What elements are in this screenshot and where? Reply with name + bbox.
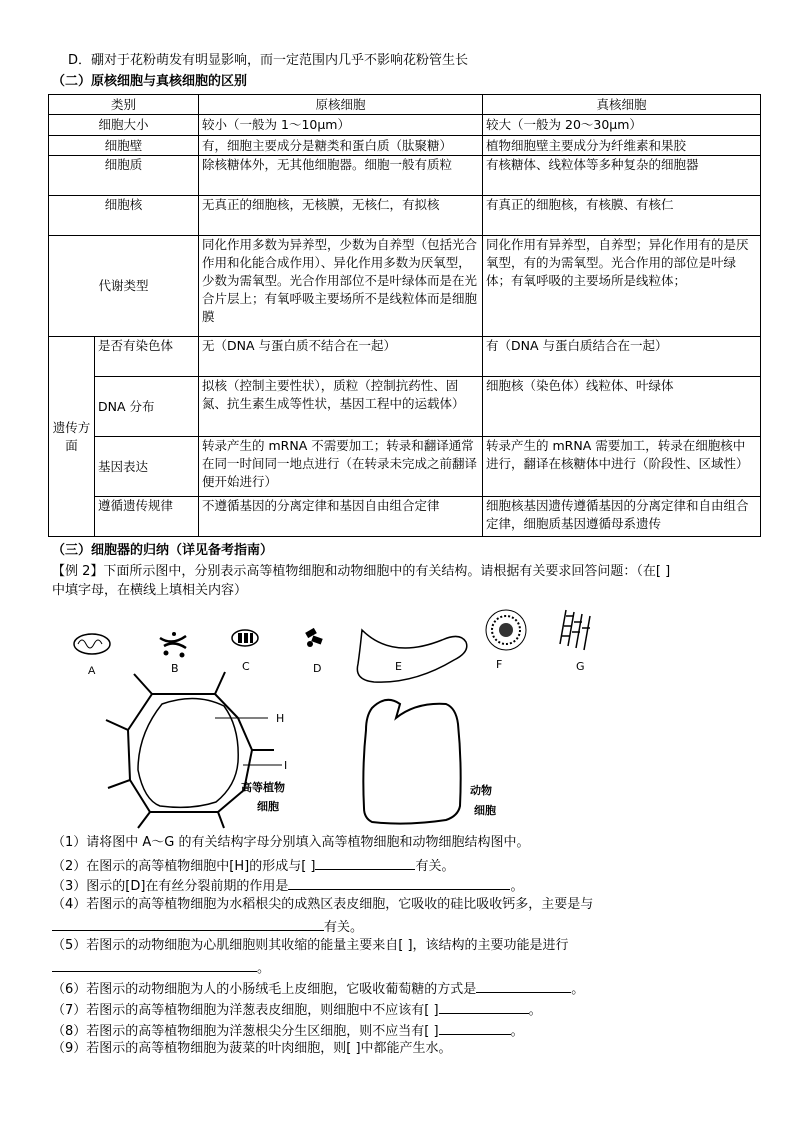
label-h: H (276, 712, 285, 725)
cell-eukaryote: 较大（一般为 20～30μm） (483, 115, 761, 136)
organelle-figure (0, 600, 794, 830)
label-i: I (284, 759, 288, 772)
label-c: C (242, 660, 250, 673)
cell-eukaryote: 有核糖体、线粒体等多种复杂的细胞器 (483, 156, 761, 196)
cell-prokaryote: 较小（一般为 1～10μm） (199, 115, 483, 136)
cell-prokaryote: 有，细胞主要成分是糖类和蛋白质（肽聚糖） (199, 136, 483, 156)
example-prompt-line1: 【例 2】下面所示图中，分别表示高等植物细胞和动物细胞中的有关结构。请根据有关要求回答问题：（在[ ] (52, 564, 671, 579)
table-row (49, 156, 761, 196)
header-prokaryote: 原核细胞 (199, 95, 483, 115)
cell-eukaryote: 转录产生的 mRNA 需要加工，转录在细胞核中进行，翻译在核糖体中进行（阶段性、区域性） (483, 437, 761, 497)
plant-cell-diagram (106, 672, 285, 828)
question-6: （6）若图示的动物细胞为人的小肠绒毛上皮细胞，它吸收葡萄糖的方式是 。 (52, 978, 584, 999)
section-heading-organelles: （三）细胞器的归纳（详见备考指南） (52, 543, 274, 558)
cell-prokaryote: 除核糖体外，无其他细胞器。细胞一般有质粒 (199, 156, 483, 196)
row-category: 细胞壁 (49, 136, 199, 156)
answer-blank[interactable] (52, 957, 257, 972)
row-category: DNA 分布 (95, 377, 199, 437)
plant-caption-1: 高等植物 (241, 781, 285, 794)
cell-prokaryote: 同化作用多数为异养型，少数为自养型（包括光合作用和化能合成作用）、异化作用多数为厌氧型，少数为需氧型。光合作用部位不是叶绿体而是在光合片层上；有氧呼吸主要场所不是线粒体而是细胞膜 (199, 236, 483, 337)
answer-blank[interactable] (52, 916, 324, 931)
label-f: F (496, 658, 503, 671)
golgi-icon (160, 632, 186, 658)
question-4: （4）若图示的高等植物细胞为水稻根尖的成熟区表皮细胞，它吸收的硅比吸收钙多，主要是与 (52, 897, 594, 912)
table-row (49, 337, 761, 377)
cell-prokaryote: 不遵循基因的分离定律和基因自由组合定律 (199, 497, 483, 537)
answer-blank[interactable] (439, 999, 529, 1014)
row-category: 细胞质 (49, 156, 199, 196)
answer-blank[interactable] (476, 978, 571, 993)
rough-er-icon (560, 610, 590, 650)
table-row (49, 497, 761, 537)
cell-eukaryote: 有（DNA 与蛋白质结合在一起） (483, 337, 761, 377)
chloroplast-icon (232, 630, 258, 646)
answer-blank[interactable] (288, 875, 510, 890)
label-b: B (171, 662, 179, 675)
question-7: （7）若图示的高等植物细胞为洋葱表皮细胞，则细胞中不应该有[ ] 。 (52, 999, 542, 1020)
question-4-cont: 有关。 (52, 916, 363, 937)
question-3: （3）图示的[D]在有丝分裂前期的作用是 。 (52, 875, 523, 896)
section-heading-prokaryote-eukaryote: （二）原核细胞与真核细胞的区别 (52, 74, 248, 89)
animal-cell-diagram (363, 700, 460, 824)
label-e: E (395, 660, 402, 673)
header-category: 类别 (49, 95, 199, 115)
row-category: 是否有染色体 (95, 337, 199, 377)
table-row (49, 196, 761, 236)
plant-caption-2: 细胞 (257, 800, 279, 813)
table-row (49, 136, 761, 156)
cell-eukaryote: 同化作用有异养型，自养型；异化作用有的是厌氧型，有的为需氧型。光合作用的部位是叶绿体；有氧呼吸的主要场所是线粒体； (483, 236, 761, 337)
genetic-group-label: 遗传方面 (49, 337, 95, 537)
animal-caption-1: 动物 (470, 784, 492, 797)
header-eukaryote: 真核细胞 (483, 95, 761, 115)
question-8: （8）若图示的高等植物细胞为洋葱根尖分生区细胞，则不应当有[ ] 。 (52, 1020, 524, 1041)
question-5-cont: 。 (52, 957, 270, 978)
row-category: 细胞大小 (49, 115, 199, 136)
cell-prokaryote: 拟核（控制主要性状），质粒（控制抗药性、固氮、抗生素生成等性状，基因工程中的运载体） (199, 377, 483, 437)
cell-eukaryote: 细胞核（染色体）线粒体、叶绿体 (483, 377, 761, 437)
table-row (49, 236, 761, 337)
answer-blank[interactable] (315, 855, 415, 870)
table-header-row (49, 95, 761, 115)
label-a: A (88, 665, 96, 677)
label-g: G (576, 660, 585, 673)
animal-caption-2: 细胞 (474, 804, 496, 817)
er-icon (357, 630, 466, 682)
question-2: （2）在图示的高等植物细胞中[H]的形成与[ ] 有关。 (52, 855, 454, 876)
option-d: D．硼对于花粉萌发有明显影响，而一定范围内几乎不影响花粉管生长 (68, 53, 469, 68)
cell-eukaryote: 有真正的细胞核，有核膜、有核仁 (483, 196, 761, 236)
question-9: （9）若图示的高等植物细胞为菠菜的叶肉细胞，则[ ]中都能产生水。 (52, 1041, 452, 1056)
centrosome-icon (305, 628, 323, 647)
cell-eukaryote: 植物细胞壁主要成分为纤维素和果胶 (483, 136, 761, 156)
example-prompt-line2: 中填字母，在横线上填相关内容） (52, 583, 248, 598)
row-category: 基因表达 (95, 437, 199, 497)
row-category: 细胞核 (49, 196, 199, 236)
cell-prokaryote: 无真正的细胞核，无核膜，无核仁，有拟核 (199, 196, 483, 236)
cell-eukaryote: 细胞核基因遗传遵循基因的分离定律和自由组合定律，细胞质基因遵循母系遗传 (483, 497, 761, 537)
table-row (49, 115, 761, 136)
cell-prokaryote: 无（DNA 与蛋白质不结合在一起） (199, 337, 483, 377)
table-row (49, 377, 761, 437)
nucleus-icon (486, 610, 526, 650)
row-category: 遵循遗传规律 (95, 497, 199, 537)
mitochondrion-icon (74, 634, 110, 654)
answer-blank[interactable] (439, 1020, 511, 1035)
cell-prokaryote: 转录产生的 mRNA 不需要加工；转录和翻译通常在同一时间同一地点进行（在转录未完成之前翻译便开始进行） (199, 437, 483, 497)
label-d: D (313, 662, 322, 675)
question-1: （1）请将图中 A～G 的有关结构字母分别填入高等植物细胞和动物细胞结构图中。 (52, 835, 530, 850)
table-row (49, 437, 761, 497)
row-category: 代谢类型 (49, 236, 199, 337)
question-5: （5）若图示的动物细胞为心肌细胞则其收缩的能量主要来自[ ]，该结构的主要功能是进行 (52, 938, 569, 953)
comparison-table (48, 94, 761, 537)
